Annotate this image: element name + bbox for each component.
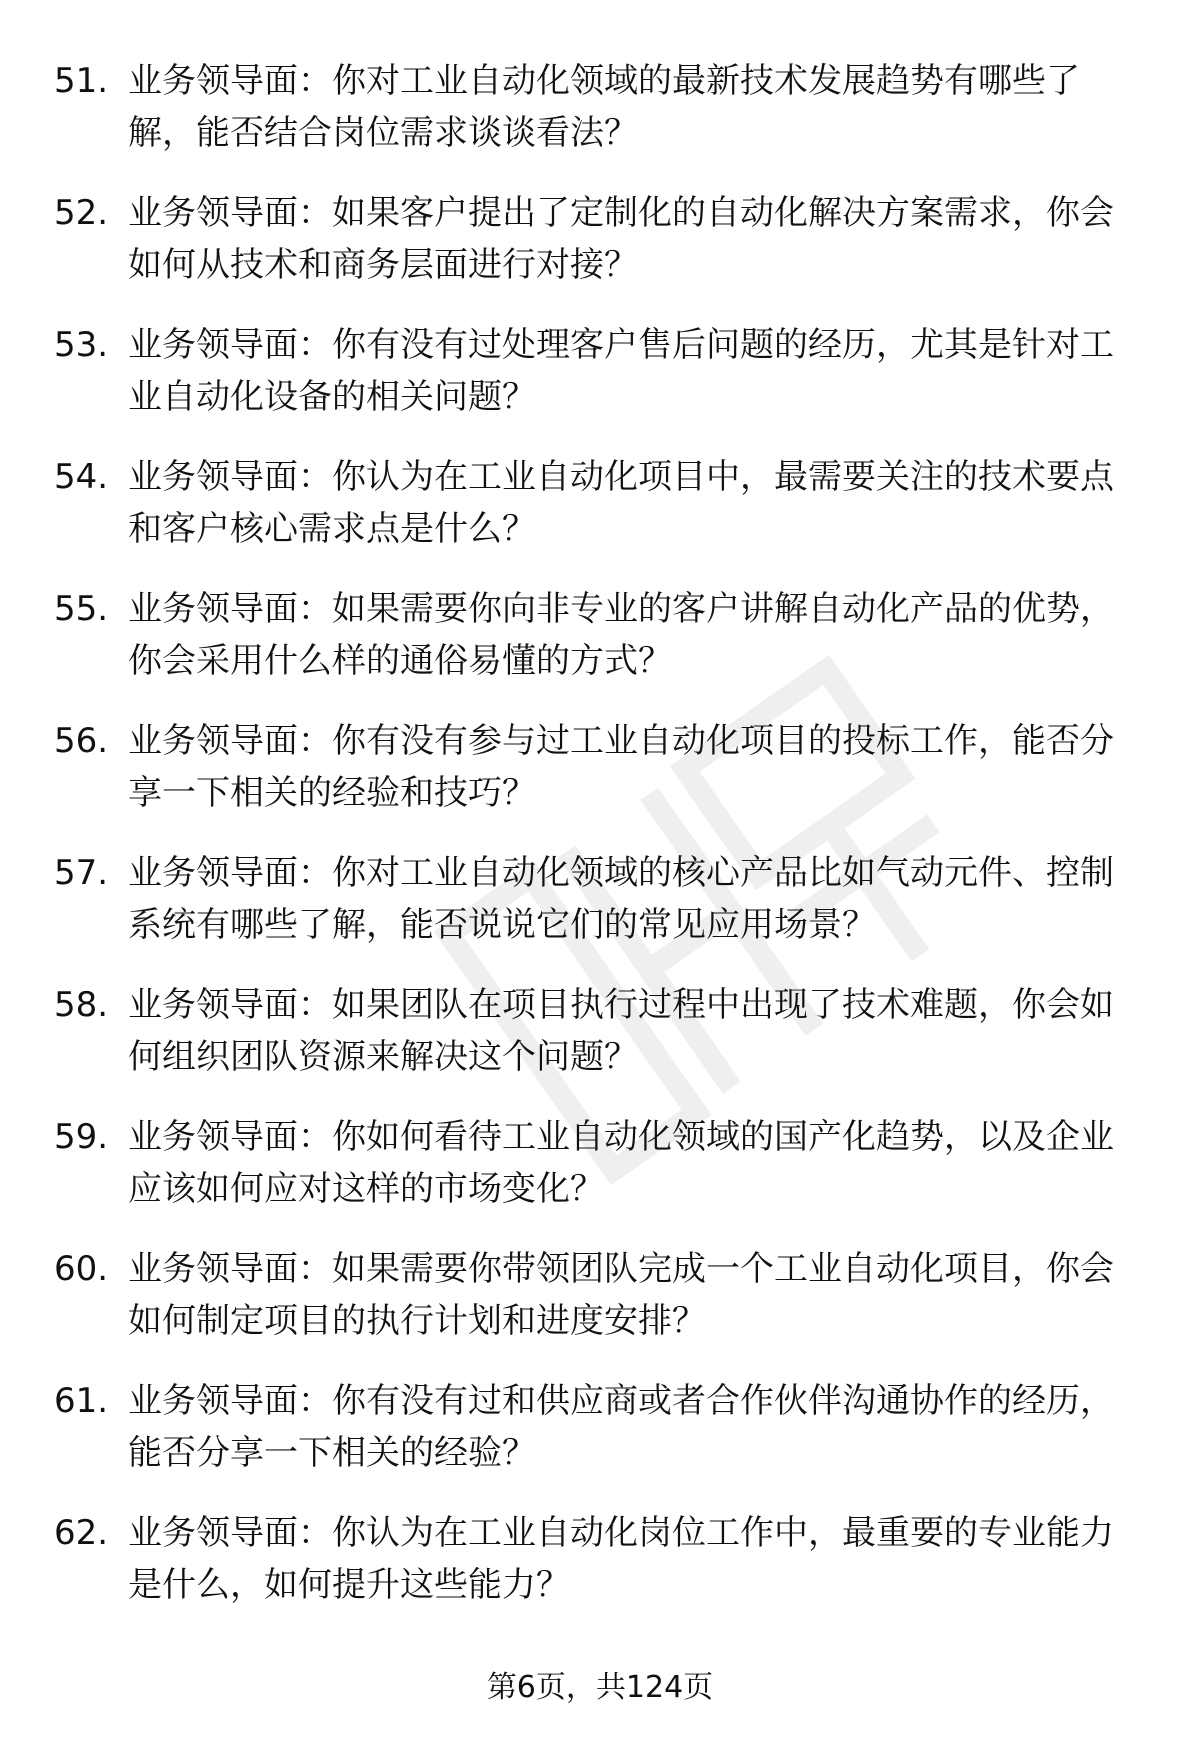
list-item — [0, 319, 1200, 451]
list-item — [0, 979, 1200, 1111]
list-item — [0, 187, 1200, 319]
list-item — [0, 847, 1200, 979]
question-text: 业务领导面：如果客户提出了定制化的自动化解决方案需求，你会如何从技术和商务层面进行对接？ — [128, 193, 1114, 285]
list-item — [0, 715, 1200, 847]
question-text: 业务领导面：如果团队在项目执行过程中出现了技术难题，你会如何组织团队资源来解决这个问题？ — [128, 985, 1114, 1077]
question-number: 52. — [54, 193, 109, 233]
page-footer: 第6页，共124页 — [486, 1670, 714, 1705]
question-text: 业务领导面：如果需要你向非专业的客户讲解自动化产品的优势，你会采用什么样的通俗易懂的方式？ — [128, 589, 1114, 681]
question-text: 业务领导面：你有没有参与过工业自动化项目的投标工作，能否分享一下相关的经验和技巧？ — [128, 721, 1114, 813]
question-list — [0, 55, 1200, 1639]
question-text: 业务领导面：你认为在工业自动化岗位工作中，最重要的专业能力是什么，如何提升这些能力？ — [128, 1513, 1114, 1605]
question-text: 业务领导面：你对工业自动化领域的最新技术发展趋势有哪些了解，能否结合岗位需求谈谈看法？ — [128, 61, 1080, 153]
question-text: 业务领导面：如果需要你带领团队完成一个工业自动化项目，你会如何制定项目的执行计划和进度安排？ — [128, 1249, 1114, 1341]
list-item — [0, 1375, 1200, 1507]
question-number: 55. — [54, 589, 109, 629]
question-number: 56. — [54, 721, 109, 761]
list-item — [0, 1243, 1200, 1375]
list-item — [0, 55, 1200, 187]
question-number: 62. — [54, 1513, 109, 1553]
question-number: 58. — [54, 985, 109, 1025]
question-text: 业务领导面：你如何看待工业自动化领域的国产化趋势，以及企业应该如何应对这样的市场变化？ — [128, 1117, 1114, 1209]
list-item — [0, 1507, 1200, 1639]
question-number: 60. — [54, 1249, 109, 1289]
list-item — [0, 451, 1200, 583]
question-number: 59. — [54, 1117, 109, 1157]
question-text: 业务领导面：你认为在工业自动化项目中，最需要关注的技术要点和客户核心需求点是什么？ — [128, 457, 1114, 549]
list-item — [0, 1111, 1200, 1243]
question-number: 57. — [54, 853, 109, 893]
list-item — [0, 583, 1200, 715]
question-number: 61. — [54, 1381, 109, 1421]
question-number: 53. — [54, 325, 109, 365]
question-text: 业务领导面：你有没有过处理客户售后问题的经历，尤其是针对工业自动化设备的相关问题？ — [128, 325, 1114, 417]
question-text: 业务领导面：你对工业自动化领域的核心产品比如气动元件、控制系统有哪些了解，能否说说它们的常见应用场景？ — [128, 853, 1114, 945]
question-number: 51. — [54, 61, 109, 101]
question-number: 54. — [54, 457, 109, 497]
question-text: 业务领导面：你有没有过和供应商或者合作伙伴沟通协作的经历，能否分享一下相关的经验？ — [128, 1381, 1114, 1473]
